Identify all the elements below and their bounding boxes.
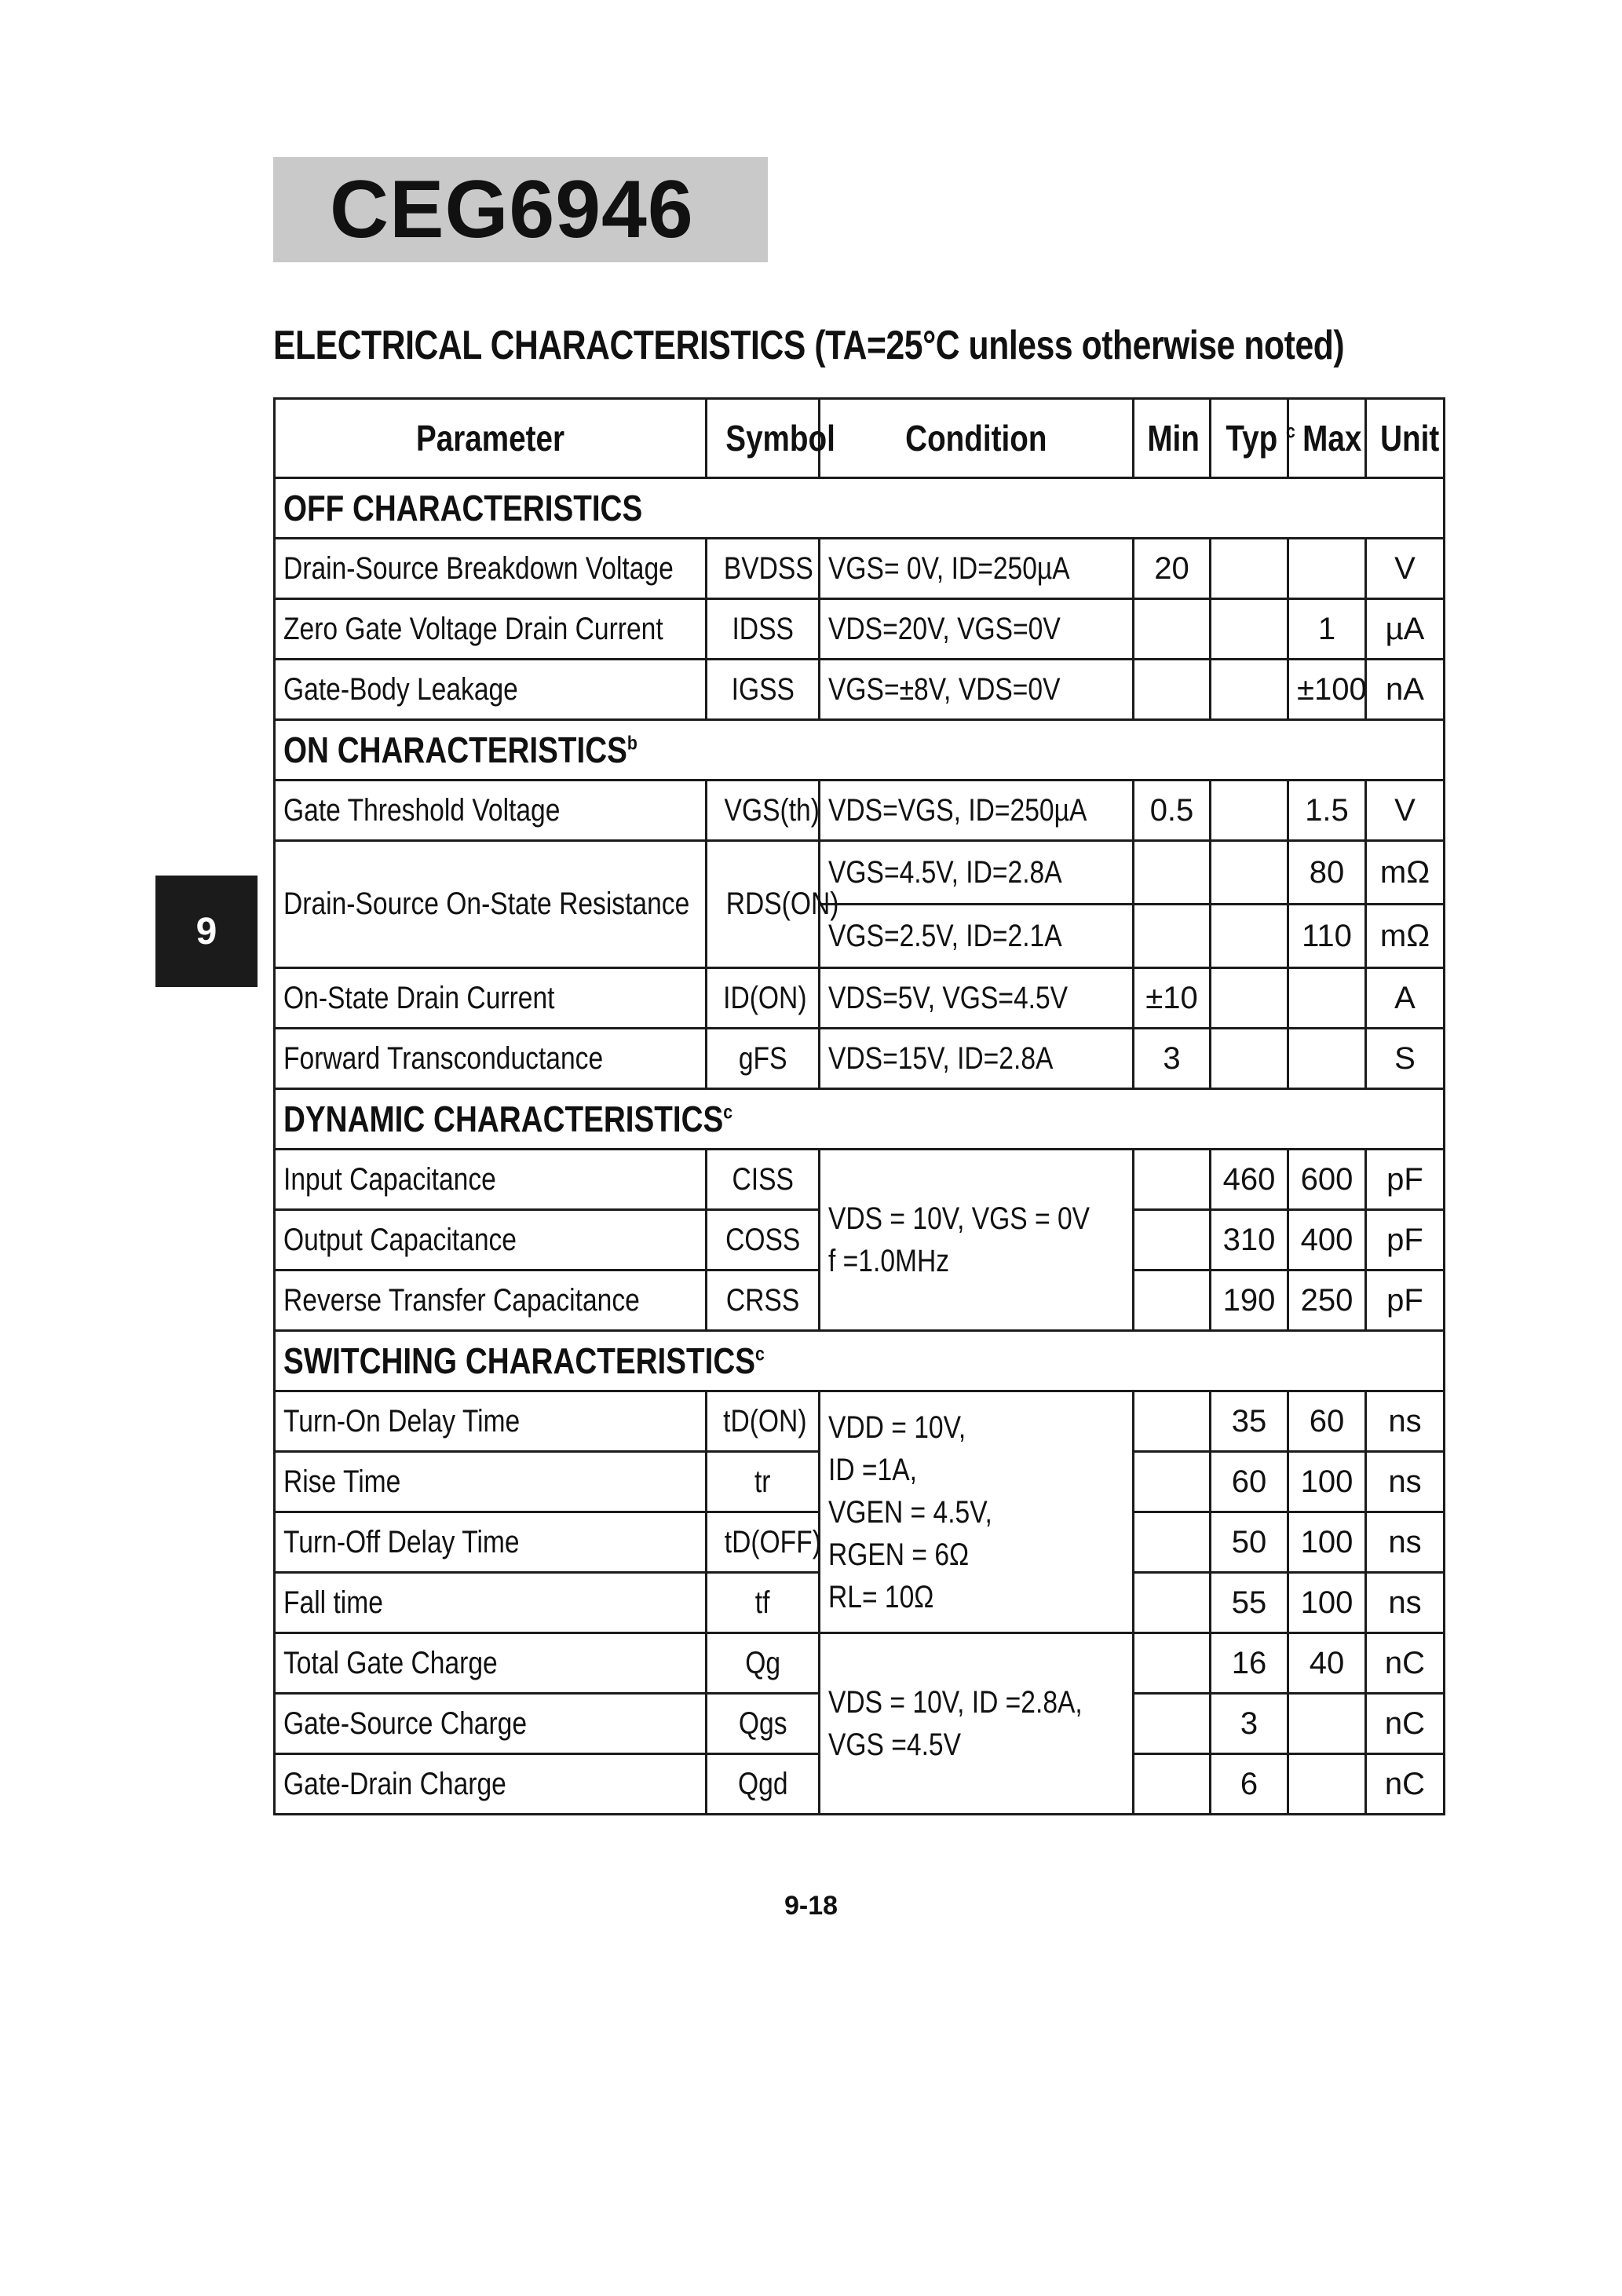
table-header-row [275,399,1445,478]
table-row: Output Capacitance COSS 310 400 pF [275,1210,1445,1270]
table-row: VGS=2.5V, ID=2.1A 110 mΩ [275,905,1445,968]
table-row: Gate-Drain Charge Qgd 6 nC [275,1754,1445,1815]
table-row: Turn-On Delay Time tD(ON) VDD = 10V, ID =1A, VGEN = 4.5V, RGEN = 6Ω RL= 10Ω 35 60 ns [275,1391,1445,1452]
section-title: DYNAMIC CHARACTERISTICS$^c$ [275,1089,1445,1150]
section-title: ON CHARACTERISTICS$^b$ [275,720,1445,781]
table-row: Turn-Off Delay Time tD(OFF) 50 100 ns [275,1512,1445,1573]
electrical-characteristics-table [273,397,1445,1815]
part-number-title: CEG6946 [330,164,694,255]
table-row: Rise Time tr 60 100 ns [275,1452,1445,1512]
chapter-tab [155,876,258,987]
table-row: Total Gate Charge Qg VDS = 10V, ID =2.8A, VGS =4.5V 16 40 nC [275,1633,1445,1694]
page-number: 9-18 [784,1891,838,1921]
section-heading: ELECTRICAL CHARACTERISTICS (TA=25°C unless otherwise noted) [273,323,1345,368]
column-header: Condition [820,399,1134,478]
table-row: Input Capacitance CISS VDS = 10V, VGS = 0V f =1.0MHz 460 600 pF [275,1150,1445,1210]
footnote-marker: c [755,1343,765,1366]
section-row [275,1331,1445,1391]
section-row [275,1089,1445,1150]
table-row: On-State Drain Current ID(ON) VDS=5V, VGS=4.5V ±10 A [275,968,1445,1029]
column-header: Max [1288,399,1366,478]
column-header: Min [1134,399,1211,478]
shared-condition: VDS = 10V, ID =2.8A, VGS =4.5V [820,1633,1134,1815]
footnote-marker: c [723,1101,733,1124]
section-row [275,720,1445,781]
column-header: Parameter [275,399,707,478]
table-row: Drain-Source Breakdown Voltage BVDSS VGS= 0V, ID=250µA 20 V [275,539,1445,599]
section-title: OFF CHARACTERISTICS [275,478,1445,539]
column-header: Symbol [707,399,820,478]
footnote-marker: b [627,732,637,755]
table-row: Fall time tf 55 100 ns [275,1573,1445,1633]
table-row: Drain-Source On-State Resistance RDS(ON) VGS=4.5V, ID=2.8A 80 mΩ [275,841,1445,905]
chapter-tab-label: 9 [195,910,217,952]
table-row: Gate-Body Leakage IGSS VGS=±8V, VDS=0V ±100 nA [275,660,1445,720]
shared-condition: VDD = 10V, ID =1A, VGEN = 4.5V, RGEN = 6Ω RL= 10Ω [820,1391,1134,1633]
column-header: Typ $^c$ [1211,399,1288,478]
table-row: Forward Transconductance gFS VDS=15V, ID=2.8A 3 S [275,1029,1445,1089]
footnote-marker: c [1285,420,1295,443]
section-title: SWITCHING CHARACTERISTICS$^c$ [275,1331,1445,1391]
table-row: Gate Threshold Voltage VGS(th) VDS=VGS, ID=250µA 0.5 1.5 V [275,781,1445,841]
section-row [275,478,1445,539]
table-row: Gate-Source Charge Qgs 3 nC [275,1694,1445,1754]
column-header: Unit [1366,399,1445,478]
table-row: Zero Gate Voltage Drain Current IDSS VDS=20V, VGS=0V 1 µA [275,599,1445,660]
shared-condition: VDS = 10V, VGS = 0V f =1.0MHz [820,1150,1134,1331]
table-row: Reverse Transfer Capacitance CRSS 190 250 pF [275,1270,1445,1331]
